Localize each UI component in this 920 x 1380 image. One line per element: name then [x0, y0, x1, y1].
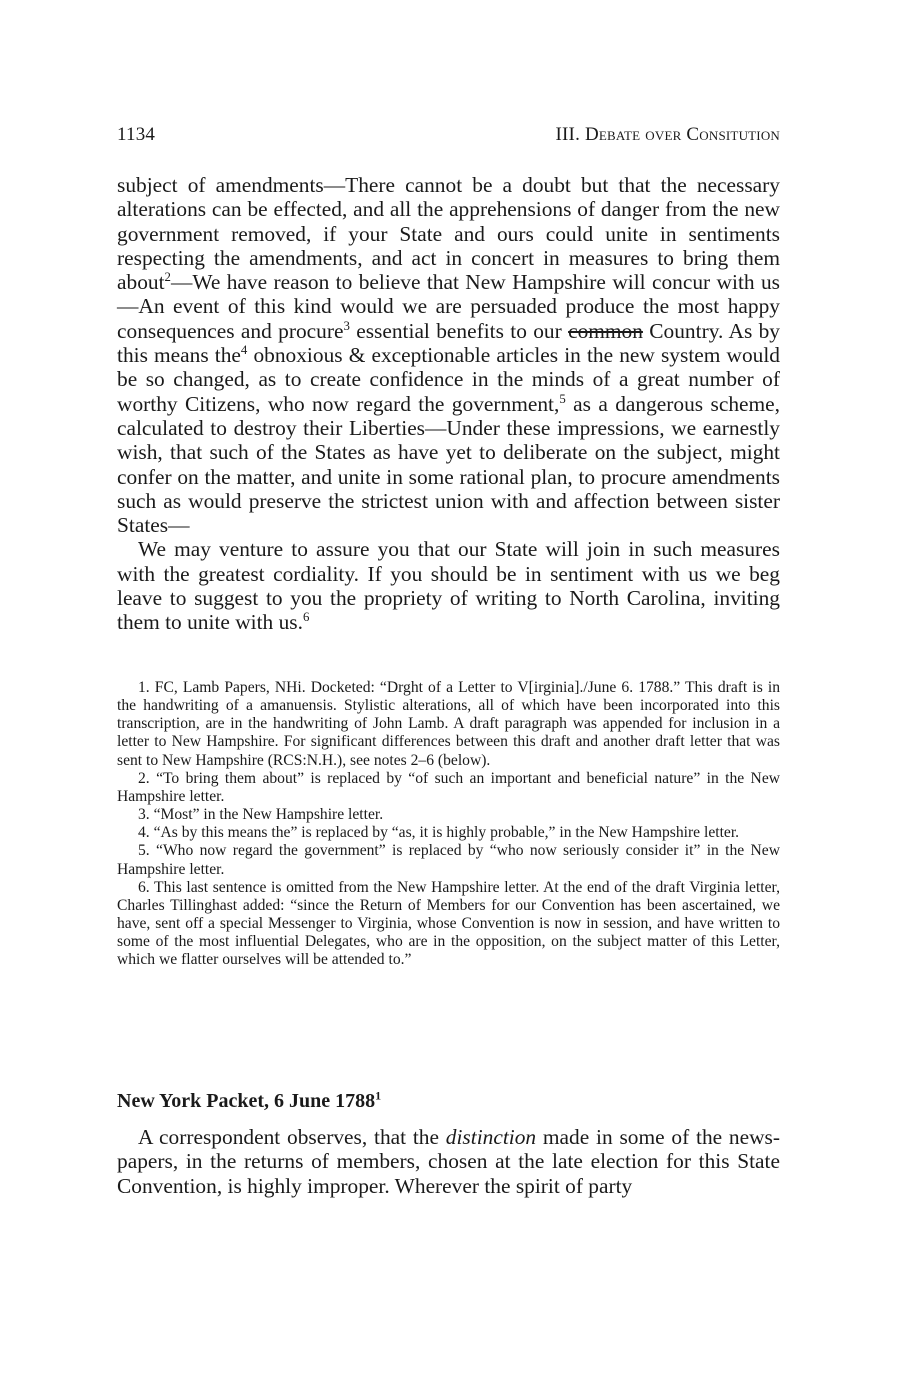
footnote-ref: 5: [559, 391, 566, 406]
text-run: A correspondent observes, that the: [138, 1125, 446, 1149]
footnote: 2. “To bring them about” is replaced by “of such an important and beneficial nature” in the New Hampshire letter.: [117, 769, 780, 805]
footnote: 3. “Most” in the New Hampshire letter.: [138, 806, 384, 824]
footnote: 4. “As by this means the” is replaced by “as, it is highly probable,” in the New Hampshire letter.: [138, 824, 740, 842]
text-run: Country. As by this means the: [117, 318, 780, 368]
footnote: 5. “Who now regard the government” is replaced by “who now seriously consider it” in the New Hampshire letter.: [117, 842, 780, 878]
text-run: We may venture to assure you that our State will join in such measures with the greatest cordiality. If you should be in sentiment with us we beg leave to suggest to you the propriety of writing to North Carolina, inviting them to unite with us.: [117, 537, 780, 635]
footnote-ref: 4: [240, 342, 248, 357]
paragraph: [117, 173, 780, 537]
text-run: obnoxious & exceptionable articles in the new system would be so changed, as to create confidence in the minds of a great number of worthy Citizens, who now regard the government,: [117, 343, 780, 416]
footnote-ref: 6: [302, 610, 310, 625]
emphasis: distinction: [445, 1125, 537, 1149]
struck-word: common: [568, 318, 643, 343]
footnote: 1. FC, Lamb Papers, NHi. Docketed: “Drght of a Letter to V[irginia]./June 6. 1788.” This draft is in the handwriting of a amanuensis. Stylistic alterations, all of which have been incorporated into this transcription, are in the handwriting of John Lamb. A draft paragraph was appended for inclusion in a letter to New Hampshire. For significant differences between this draft and another draft letter that was sent to New Hampshire (RCS:N.H.), see notes 2–6 (below).: [117, 679, 780, 769]
section-heading-text: New York Packet, 6 June 1788: [117, 1090, 376, 1112]
text-run: as a dangerous scheme, calculated to destroy their Liberties—Under these impressions, we earnestly wish, that such of the States as have yet to deliberate on the subject, might confer on the matter, and unite in some rational plan, to procure amendments such as would preserve the strictest union with and affection between sister States—: [117, 391, 781, 538]
text-run: essential benefits to our: [349, 318, 569, 343]
section-heading: [117, 1090, 381, 1113]
footnote-ref: 1: [375, 1088, 382, 1103]
text-run: subject of amendments—There cannot be a doubt but that the necessary alterations can be effected, and all the apprehensions of danger from the new government removed, if your State and ours could unite in sentiments respecting the amendments, and act in concert in measures to bring them about: [117, 173, 780, 295]
footnotes: [117, 679, 780, 970]
section-title: III. Debate over Consitution: [555, 124, 780, 145]
section-body: [117, 1125, 780, 1198]
footnote: 6. This last sentence is omitted from the New Hampshire letter. At the end of the draft Virginia letter, Charles Tillinghast added: “since the Return of Members for our Convention has been ascertained, we have, sent off a special Messenger to Virginia, whose Convention is now in session, and have written to some of the most influential Delegates, who are in the opposition, on the subject matter of this Letter, which we flatter ourselves will be attended to.”: [117, 878, 780, 969]
paragraph: [117, 537, 780, 634]
page-number: 1134: [117, 124, 156, 145]
paragraph: [117, 1125, 780, 1198]
text-run: made in some of the news-papers, in the returns of members, chosen at the late election for this State Convention, is highly improper. Wherever the spirit of party: [117, 1125, 781, 1198]
letter-body: [117, 173, 780, 635]
running-head: [117, 124, 780, 146]
footnote-ref: 2: [164, 270, 171, 285]
footnote-ref: 3: [343, 318, 350, 333]
text-run: —We have reason to believe that New Hampshire will concur with us—An event of this kind would we are persuaded produce the most happy consequences and procure: [117, 270, 780, 343]
